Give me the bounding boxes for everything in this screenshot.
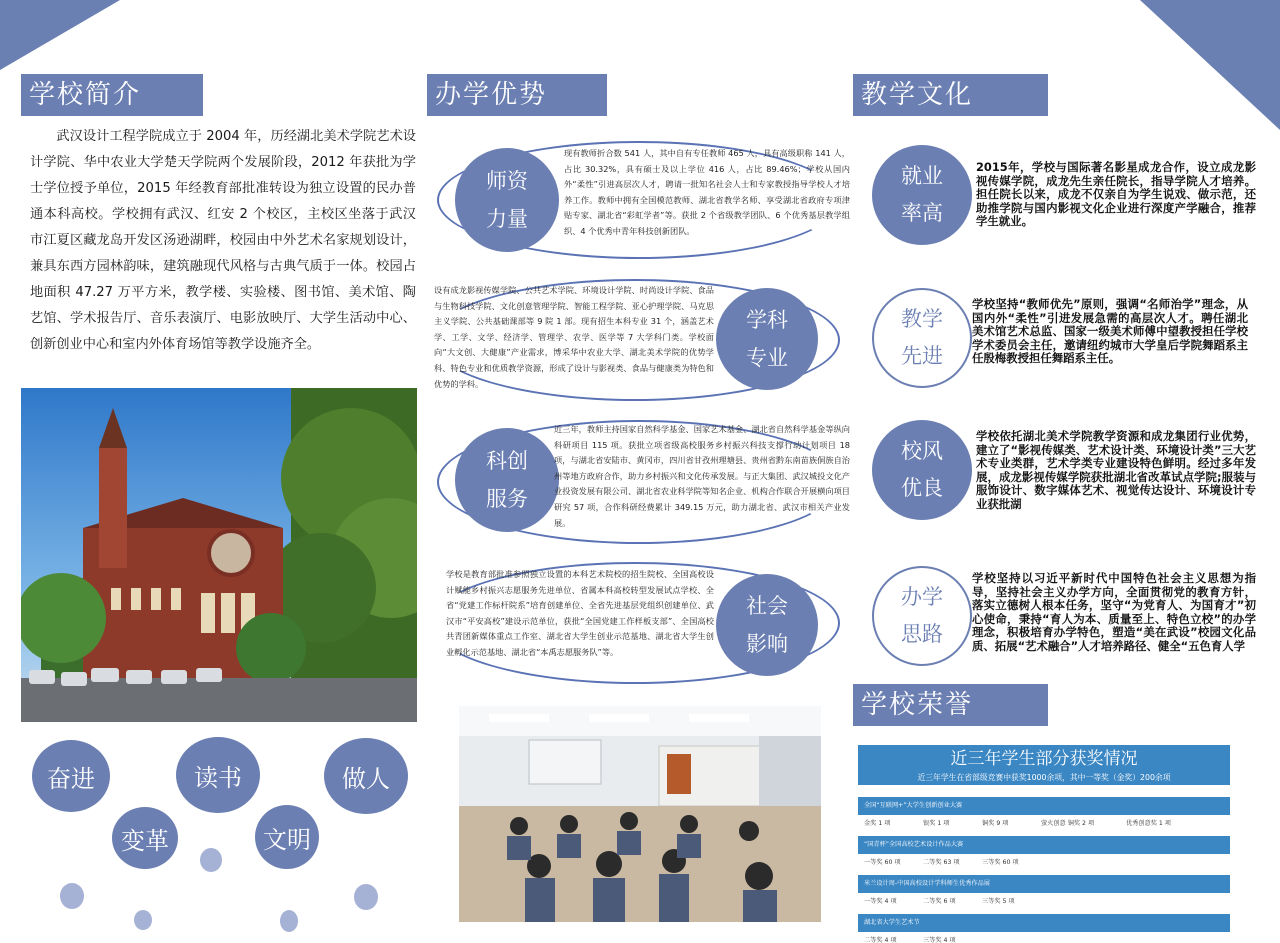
advantage-label: 学科 [746, 308, 788, 332]
corner-decoration-right [1140, 0, 1280, 130]
honors-category: “国青杯”全国高校艺术设计作品大赛 [858, 836, 1230, 854]
motto-bubble-2: 读书 [176, 737, 260, 813]
culture-label: 优良 [901, 476, 943, 500]
honors-result: 优秀创意奖 1 项 [1126, 820, 1171, 827]
honors-result: 二等奖 63 项 [923, 859, 960, 866]
honors-result: 三等奖 5 项 [982, 898, 1015, 905]
section-title-culture: 教学文化 [853, 74, 1048, 116]
advantage-text-research: 近三年，教师主持国家自然科学基金、国家艺术基金、湖北省自然科学基金等纵向科研项目 115 项。获批立项省级高校服务乡村振兴科技支撑行动计划项目 18 项，与湖北省安陆市、黄冈市，四川省甘孜州理塘县、贵州省黔东南苗族侗族自治州等地方政府合作，助力乡村振兴和文化传承发展。与正大集团、武汉城投文化产业投资发展有限公司、湖北省农业科学院等知名企业、机构合作联合开展横向项目研究 57 项，合作科研经费累计 349.15 万元，助力湖北省、武汉市相关产业发展。 [554, 424, 850, 528]
culture-label: 率高 [901, 201, 943, 225]
corner-decoration-left [0, 0, 120, 70]
culture-text-teaching: 学校坚持“教师优先”原则，强调“名师治学”理念，从国内外“柔性”引进发展急需的高层次人才。聘任湖北美术馆艺术总监、国家一级美术师傅中望教授担任学校学术委员会主任，邀请纽约城市大学皇后学院舞蹈系主任殷梅教授担任舞蹈系主任。 [972, 297, 1248, 366]
honors-category: 全国“互联网+”大学生创新创业大赛 [858, 797, 1230, 815]
honors-result: 一等奖 60 项 [864, 859, 901, 866]
section-title-honors: 学校荣誉 [853, 684, 1048, 726]
honors-result: 三等奖 4 项 [923, 937, 956, 943]
culture-text-employment: 2015年，学校与国际著名影星成龙合作，设立成龙影视传媒学院，成龙先生亲任院长，指导学院人才培养。担任院长以来，成龙不仅亲自为学生说戏、做示范，还助推学院与国内影视文化企业进行深度产学融合，推荐学生就业。 [976, 160, 1256, 229]
section-title-advantages: 办学优势 [427, 74, 607, 116]
advantage-text-influence: 学校是教育部批准参照独立设置的本科艺术院校的招生院校、全国高校设计赋能乡村振兴志愿服务先进单位、省属本科高校转型发展试点学校、全省“党建工作标杆院系”培育创建单位、全省先进基层党组织创建单位、武汉市“平安高校”建设示范单位，获批“全国党建工作样板支部”、全国高校共青团新媒体重点工作室、湖北省大学生创业示范基地、湖北省大学生创业孵化示范基地、湖北省“本禹志愿服务队”等。 [446, 569, 714, 657]
culture-text-philosophy: 学校坚持以习近平新时代中国特色社会主义思想为指导，坚持社会主义办学方向，全面贯彻党的教育方针，落实立德树人根本任务，坚守“为党育人、为国育才”初心使命，秉持“育人为本、质量至上、特色立校”的办学理念，积极培育办学特色，塑造“美在武设”校园文化品质、拓展“艺术融合”人才培养路径、健全“五色育人学 [972, 572, 1256, 653]
honors-results [858, 893, 1230, 911]
honors-result: 铜奖 9 项 [982, 820, 1009, 827]
culture-circle-ethos [872, 420, 972, 520]
advantage-label: 服务 [486, 487, 528, 511]
honors-table [858, 745, 1230, 943]
honors-category: 米兰设计周-中国高校设计学科师生优秀作品展 [858, 875, 1230, 893]
honors-header [858, 745, 1230, 785]
advantage-label: 科创 [486, 449, 528, 473]
decorative-dot [280, 910, 298, 932]
honors-result: 萤火创意 铜奖 2 项 [1041, 820, 1095, 827]
intro-text: 武汉设计工程学院成立于 2004 年，历经湖北美术学院艺术设计学院、华中农业大学楚天学院两个发展阶段，2012 年获批为学士学位授予单位，2015 年经教育部批准转设为独立设置的民办普通本科高校。学校拥有武汉、红安 2 个校区，主校区坐落于武汉市江夏区藏龙岛开发区汤逊湖畔，校园由中外艺术名家规划设计，兼具东西方园林韵味，建筑融现代风格与古典气质于一体。校园占地面积 47.27 万平方米，教学楼、实验楼、图书馆、美术馆、陶艺馆、学术报告厅、音乐表演厅、电影放映厅、大学生活动中心、创新创业中心和室内外体育场馆等教学设施齐全。 [30, 129, 416, 352]
motto-bubble-3: 做人 [324, 738, 408, 814]
honors-results [858, 854, 1230, 872]
advantage-label: 师资 [486, 169, 528, 193]
classroom-photo [459, 706, 821, 922]
culture-text-ethos: 学校依托湖北美术学院教学资源和成龙集团行业优势，建立了“影视传媒类、艺术设计类、环境设计类”三大艺术专业类群，艺术学类专业建设特色鲜明。经过多年发展，成龙影视传媒学院获批湖北省改革试点学院;服装与服饰设计、数字媒体艺术、视觉传达设计、环境设计专业获批湖 [976, 430, 1256, 511]
motto-bubble-5: 文明 [255, 805, 319, 869]
honors-result: 二等奖 6 项 [923, 898, 956, 905]
honors-subtitle: 近三年学生在省部级竞赛中获奖1000余项，其中一等奖（金奖）200余项 [917, 773, 1171, 782]
culture-label: 思路 [901, 622, 943, 646]
culture-label: 先进 [901, 344, 943, 368]
honors-title: 近三年学生部分获奖情况 [950, 749, 1138, 769]
advantage-text-disciplines: 设有成龙影视传媒学院、公共艺术学院、环境设计学院、时尚设计学院、食品与生物科技学院、文化创意管理学院、智能工程学院、亚心护理学院、马克思主义学院、公共基础课部等 9 院 1 部。现有招生本科专业 31 个，涵盖艺术学、工学、文学、经济学、管理学、农学、医学等 7 大学科门类。学校面向“大文创、大健康”产业需求，博采华中农业大学、湖北美术学院的优势学科、特色专业和优质教学资源，形成了设计与影视类、食品与健康类为特色和优势的学科。 [434, 285, 714, 389]
advantage-circle-research [455, 428, 559, 532]
honors-results [858, 815, 1230, 833]
culture-circle-teaching [872, 288, 972, 388]
culture-label: 就业 [901, 164, 943, 188]
decorative-dot [60, 883, 84, 909]
section-title-intro: 学校简介 [21, 74, 203, 116]
advantage-text-faculty: 现有教师折合数 541 人，其中自有专任教师 465 人，具有高级职称 141 人，占比 30.32%，具有硕士及以上学位 416 人，占比 89.46%；学校从国内外“柔性”引进高层次人才，聘请一批知名社会人士和专家教授指导学校人才培养工作。教师中拥有全国模范教师、湖北省教学名师、享受湖北省政府专项津贴专家、湖北省“彩虹学者”等。获批 2 个省级教学团队、6 个优秀基层教学组织、4 个优秀中青年科技创新团队。 [564, 148, 850, 236]
honors-category: 湖北省大学生艺术节 [858, 914, 1230, 932]
decorative-dot [354, 884, 378, 910]
decorative-dot [200, 848, 222, 872]
campus-photo [21, 388, 417, 722]
honors-result: 银奖 1 项 [923, 820, 950, 827]
advantage-circle-disciplines [716, 288, 818, 390]
advantage-label: 影响 [746, 632, 788, 656]
honors-result: 金奖 1 项 [864, 820, 891, 827]
motto-bubble-1: 奋进 [32, 740, 110, 812]
culture-circle-philosophy [872, 566, 972, 666]
advantage-label: 力量 [486, 207, 528, 231]
honors-results [858, 932, 1230, 943]
honors-result: 一等奖 4 项 [864, 898, 897, 905]
advantage-label: 专业 [746, 346, 788, 370]
honors-result: 三等奖 60 项 [982, 859, 1019, 866]
culture-label: 教学 [901, 307, 943, 331]
decorative-dot [134, 910, 152, 930]
advantage-circle-influence [716, 574, 818, 676]
advantage-circle-faculty [455, 148, 559, 252]
honors-result: 二等奖 4 项 [864, 937, 897, 943]
motto-bubble-4: 变革 [112, 807, 178, 869]
advantage-label: 社会 [746, 594, 788, 618]
culture-label: 办学 [901, 585, 943, 609]
culture-circle-employment [872, 145, 972, 245]
culture-label: 校风 [901, 439, 943, 463]
